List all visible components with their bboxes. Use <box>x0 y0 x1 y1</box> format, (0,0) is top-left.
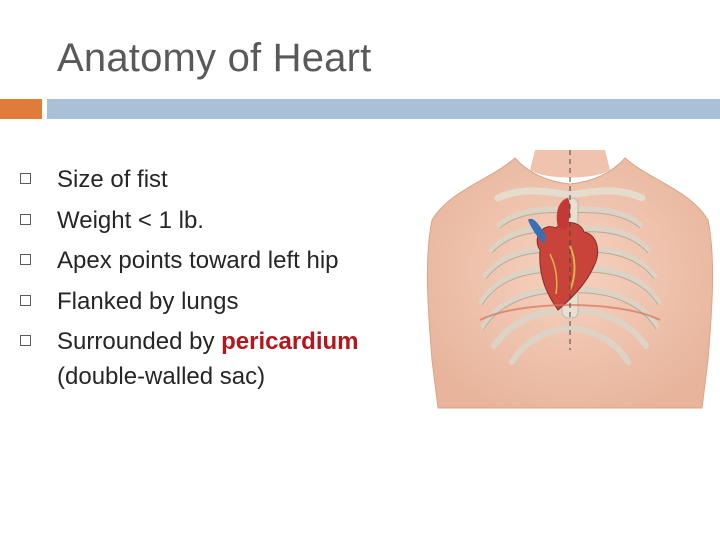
bullet-text: Weight < 1 lb. <box>57 206 204 234</box>
bullet-text: Flanked by lungs <box>57 287 239 315</box>
bullet-item <box>20 282 420 323</box>
bullet-text: Size of fist <box>57 166 168 193</box>
bullet-item <box>20 201 420 242</box>
hollow-square-bullet-icon <box>20 254 31 265</box>
chest-ribcage-heart-illustration <box>420 150 720 410</box>
hollow-square-bullet-icon <box>20 173 31 184</box>
bullet-text: Surrounded by <box>57 328 222 355</box>
bullet-item <box>20 322 420 395</box>
bullet-list <box>20 160 420 395</box>
slide-title: Anatomy of Heart <box>57 36 372 80</box>
bullet-item <box>20 160 420 201</box>
hollow-square-bullet-icon <box>20 335 31 346</box>
hollow-square-bullet-icon <box>20 214 31 225</box>
bullet-item <box>20 241 420 282</box>
bullet-text: Apex points toward left hip <box>57 247 339 274</box>
bullet-highlight-term: pericardium <box>221 328 359 355</box>
title-divider-bar <box>47 99 720 119</box>
hollow-square-bullet-icon <box>20 295 31 306</box>
title-accent-bar <box>0 99 42 119</box>
bullet-text-continuation: (double-walled sac) <box>57 362 266 390</box>
